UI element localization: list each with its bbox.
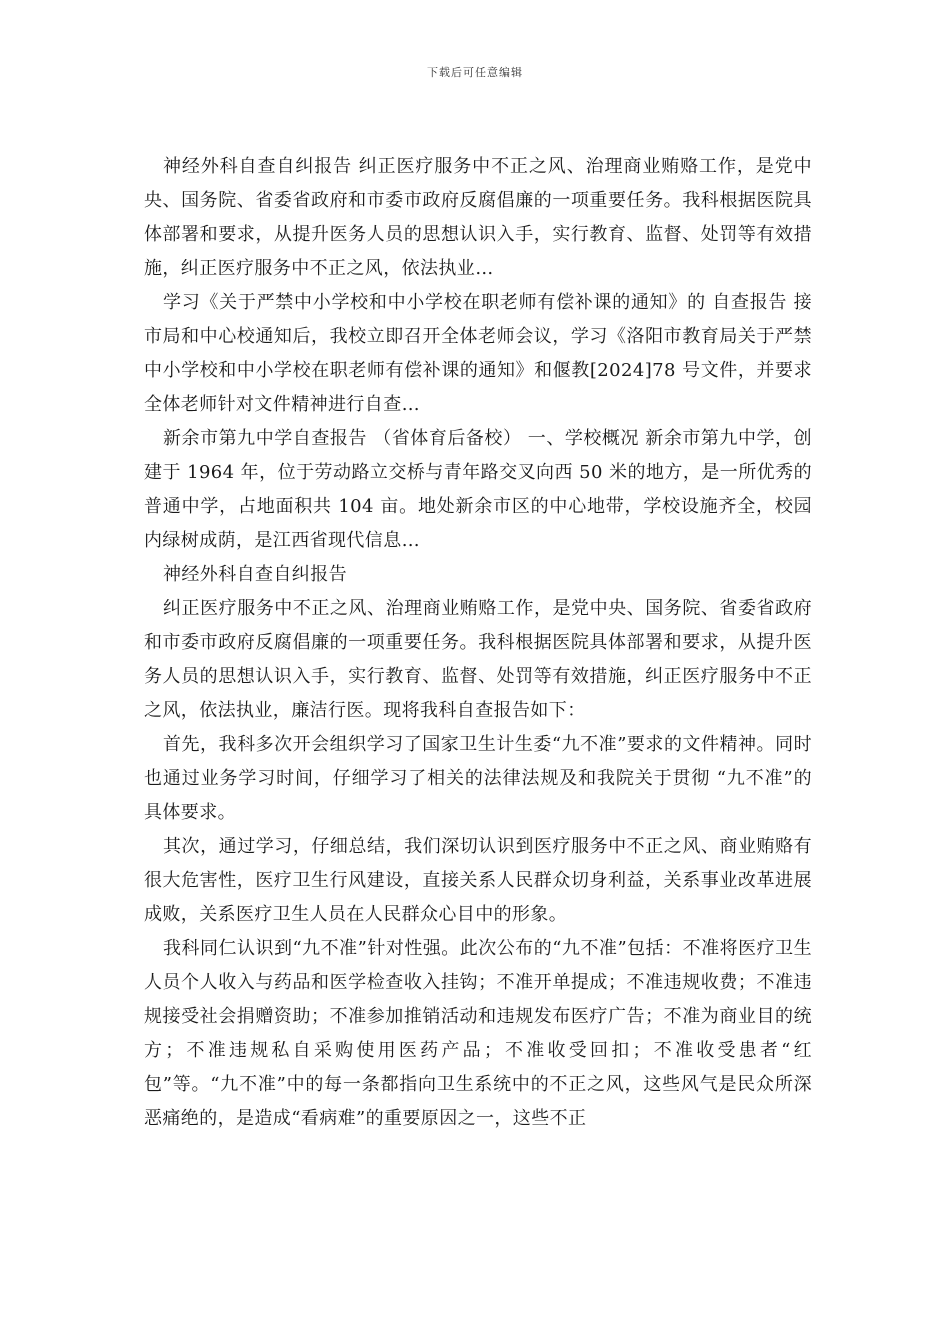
page-header-note: 下载后可任意编辑 [427, 66, 523, 79]
document-title: 神经外科自查自纠报告 [163, 564, 347, 585]
document-body [144, 150, 812, 1136]
paragraph-summary-neurosurgery: 神经外科自查自纠报告 纠正医疗服务中不正之风、治理商业贿赂工作，是党中央、国务院、省委省政府和市委市政府反腐倡廉的一项重要任务。我科根据医院具体部署和要求，从提升医务人员的思想认识入手，实行教育、监督、处罚等有效措施，纠正医疗服务中不正之风，依法执业… [144, 156, 812, 279]
paragraph-intro: 纠正医疗服务中不正之风、治理商业贿赂工作，是党中央、国务院、省委省政府和市委市政府反腐倡廉的一项重要任务。我科根据医院具体部署和要求，从提升医务人员的思想认识入手，实行教育、监督、处罚等有效措施，纠正医疗服务中不正之风，依法执业，廉洁行医。现将我科自查报告如下： [144, 598, 812, 721]
paragraph-summary-xinyu-school: 新余市第九中学自查报告 （省体育后备校） 一、学校概况 新余市第九中学，创建于 1964 年，位于劳动路立交桥与青年路交叉向西 50 米的地方，是一所优秀的普通中学，占地面积共 104 亩。地处新余市区的中心地带，学校设施齐全，校园内绿树成荫，是江西省现代信息… [144, 428, 812, 551]
paragraph-first: 首先，我科多次开会组织学习了国家卫生计生委“九不准”要求的文件精神。同时也通过业务学习时间，仔细学习了相关的法律法规及和我院关于贯彻 “九不准”的具体要求。 [144, 734, 812, 823]
paragraph-nine-rules: 我科同仁认识到“九不准”针对性强。此次公布的“九不准”包括：不准将医疗卫生人员个人收入与药品和医学检查收入挂钩；不准开单提成；不准违规收费；不准违规接受社会捐赠资助；不准参加推销活动和违规发布医疗广告；不准为商业目的统方；不准违规私自采购使用医药产品；不准收受回扣；不准收受患者“红包”等。“九不准”中的每一条都指向卫生系统中的不正之风，这些风气是民众所深恶痛绝的，是造成“看病难”的重要原因之一，这些不正 [144, 938, 812, 1129]
paragraph-summary-tutoring: 学习《关于严禁中小学校和中小学校在职老师有偿补课的通知》的 自查报告 接市局和中心校通知后，我校立即召开全体老师会议，学习《洛阳市教育局关于严禁中小学校和中小学校在职老师有偿补课的通知》和偃教[2024]78 号文件，并要求全体老师针对文件精神进行自查… [144, 292, 812, 415]
paragraph-second: 其次，通过学习，仔细总结，我们深切认识到医疗服务中不正之风、商业贿赂有很大危害性，医疗卫生行风建设，直接关系人民群众切身利益，关系事业改革进展成败，关系医疗卫生人员在人民群众心目中的形象。 [144, 836, 812, 925]
